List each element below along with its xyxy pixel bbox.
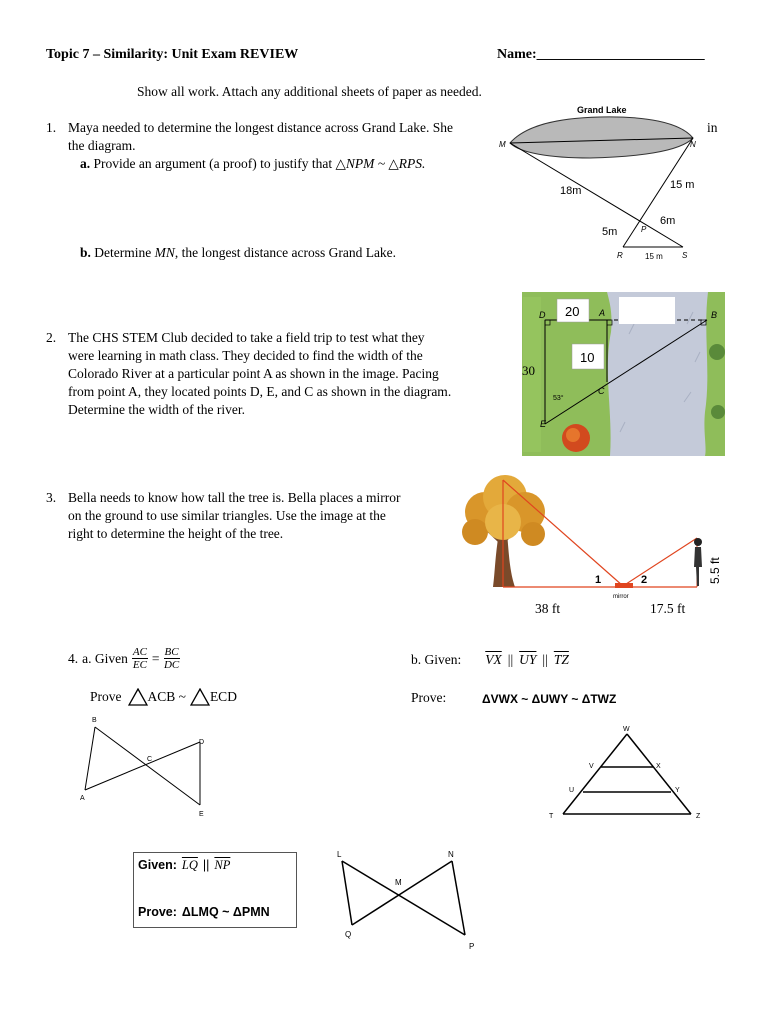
label-n: N (690, 140, 696, 149)
label-rs-length: 15 m (645, 252, 663, 261)
q4b-prove-statement: ΔVWX ~ ΔUWY ~ ΔTWZ (482, 692, 617, 706)
q4a-prove (90, 688, 237, 706)
q1-number: 1. (46, 120, 57, 135)
label-a: A (80, 795, 85, 802)
label-dist-person: 17.5 ft (650, 601, 686, 616)
q2-number: 2. (46, 330, 57, 345)
triangle-icon (190, 688, 210, 706)
label-x: X (656, 763, 661, 770)
q1a (80, 155, 425, 173)
q5-prove-label: Prove: (138, 905, 177, 919)
label-de-length: 30 (522, 363, 535, 378)
label-ac-length: 10 (580, 350, 595, 365)
parallel-symbol: || (542, 652, 548, 667)
tree-mirror-diagram (455, 472, 725, 602)
instructions: Show all work. Attach any additional sheets of paper as needed. (137, 84, 482, 99)
label-m: M (499, 140, 506, 149)
label-p: P (641, 225, 647, 234)
label-y: Y (675, 787, 680, 794)
lake-shape (510, 117, 693, 158)
label-mp-length: 18m (560, 185, 582, 197)
label-t: T (549, 813, 554, 820)
q2-line1: The CHS STEM Club decided to take a field trip to test what they (68, 330, 425, 345)
ray-tree-mirror (503, 480, 623, 586)
label-n: N (448, 850, 454, 859)
ray-mirror-eye (623, 538, 697, 586)
label-rp-length: 5m (602, 226, 618, 238)
q2-line4: from point A, they located points D, E, and C as shown in the diagram. (68, 384, 452, 399)
label-d: D (199, 739, 205, 746)
label-e: E (199, 811, 204, 818)
parallel-symbol: || (507, 652, 514, 667)
river-diagram (515, 292, 725, 457)
q4-number: 4. (68, 650, 79, 666)
q1b-math: MN (154, 245, 175, 260)
label-person-height: 5.5 ft (708, 557, 722, 584)
q4a-prove-2: ECD (209, 689, 237, 704)
q1b (80, 244, 396, 262)
label-v: V (589, 763, 594, 770)
person-body (694, 547, 702, 586)
label-p: P (469, 942, 475, 951)
q4a-frac-right (164, 646, 180, 671)
q4a-diagram (75, 712, 220, 822)
q3-number: 3. (46, 490, 57, 505)
q1a-math: △NPM ~ △RPS. (335, 156, 426, 171)
label-s: S (682, 251, 688, 260)
label-a: A (599, 308, 606, 318)
frac-num-1: AC (132, 646, 147, 658)
q2-line3: Colorado River at a particular point A as shown in the image. Pacing (68, 366, 439, 381)
triangle-icon (128, 688, 148, 706)
label-b: B (92, 717, 97, 724)
label-c: C (147, 756, 153, 763)
q4b-label: b. Given: (411, 652, 462, 667)
label-c: C (598, 386, 605, 396)
segment-ms (510, 143, 683, 247)
grand-lake-diagram (495, 100, 710, 265)
label-ps-length: 6m (660, 215, 676, 227)
label-d: D (539, 310, 546, 320)
label-angle-1: 1 (595, 574, 602, 586)
q3-line2: on the ground to use similar triangles. Use the image at the (68, 508, 386, 523)
label-r: R (617, 251, 623, 260)
label-angle-2: 2 (641, 574, 648, 586)
label-u: U (569, 787, 575, 794)
label-da-length: 20 (565, 304, 580, 319)
name-field-label: Name:________________________ (497, 47, 705, 62)
q2-line2: were learning in math class. They decided to find the width of the (68, 348, 423, 363)
q2-line5: Determine the width of the river. (68, 402, 245, 417)
q1-text-tail: in (707, 120, 718, 135)
bush-1 (709, 344, 725, 360)
label-l: L (337, 850, 342, 859)
lake-title: Grand Lake (577, 105, 627, 115)
q5-given-prove-box (133, 852, 297, 928)
q1-text-line1: Maya needed to determine the longest distance across Grand Lake. She (68, 120, 453, 135)
q4b-diagram (545, 722, 710, 822)
label-m: M (395, 878, 402, 887)
mirror-mark (615, 583, 633, 588)
frac-den-1: EC (132, 659, 147, 671)
label-w: W (623, 726, 630, 733)
q4a-prove-label: Prove (90, 689, 122, 704)
q4b-given (411, 652, 569, 668)
label-e: E (540, 419, 547, 429)
frac-num-2: BC (164, 646, 179, 658)
q1b-label: b. (80, 245, 91, 260)
q1a-label: a. (80, 156, 91, 171)
q5-seg-lq: $\overline{LQ}$ (181, 858, 198, 872)
label-mirror: mirror (613, 594, 629, 600)
q3-line1: Bella needs to know how tall the tree is. Bella places a mirror (68, 490, 401, 505)
q4b-seg-3: $\overline{TZ}$ (553, 652, 569, 667)
q4b-prove-label: Prove: (411, 690, 447, 705)
q1b-text-post: , the longest distance across Grand Lake. (174, 245, 397, 260)
q1b-text-pre: Determine (94, 245, 152, 260)
worksheet-title: Topic 7 – Similarity: Unit Exam REVIEW (46, 47, 299, 62)
label-np-length: 15 m (670, 179, 695, 191)
q4a-frac-left (132, 646, 148, 671)
q4a-given: 4. a. Given $\frac{AC}{EC}$ = $\frac{BC}{DC}$ (68, 646, 180, 671)
q3-line3: right to determine the height of the tree. (68, 526, 284, 541)
label-dist-tree: 38 ft (535, 601, 561, 616)
q5-seg-np: $\overline{NP}$ (214, 858, 231, 872)
label-angle: 53° (553, 395, 564, 402)
q4b-seg-2: $\overline{UY}$ (519, 652, 537, 667)
person-head (694, 538, 702, 546)
bush-2 (711, 405, 725, 419)
answer-box (619, 297, 675, 324)
q5-diagram (330, 843, 480, 953)
q5-parallel-symbol: || (202, 858, 210, 872)
label-b: B (711, 310, 718, 320)
label-z: Z (696, 813, 701, 820)
q1a-text: Provide an argument (a proof) to justify that (93, 156, 333, 171)
q5-prove-statement: ΔLMQ ~ ΔPMN (181, 905, 270, 919)
q4b-seg-1: $\overline{VX}$ (485, 652, 502, 667)
frac-den-2: DC (163, 659, 180, 671)
q4a-prove-1: ACB ~ (147, 689, 186, 704)
q5-given-label: Given: (138, 858, 177, 872)
q1-text-line2: the diagram. (68, 138, 136, 153)
q4a-label: a. Given (82, 650, 128, 666)
label-q: Q (345, 930, 352, 939)
